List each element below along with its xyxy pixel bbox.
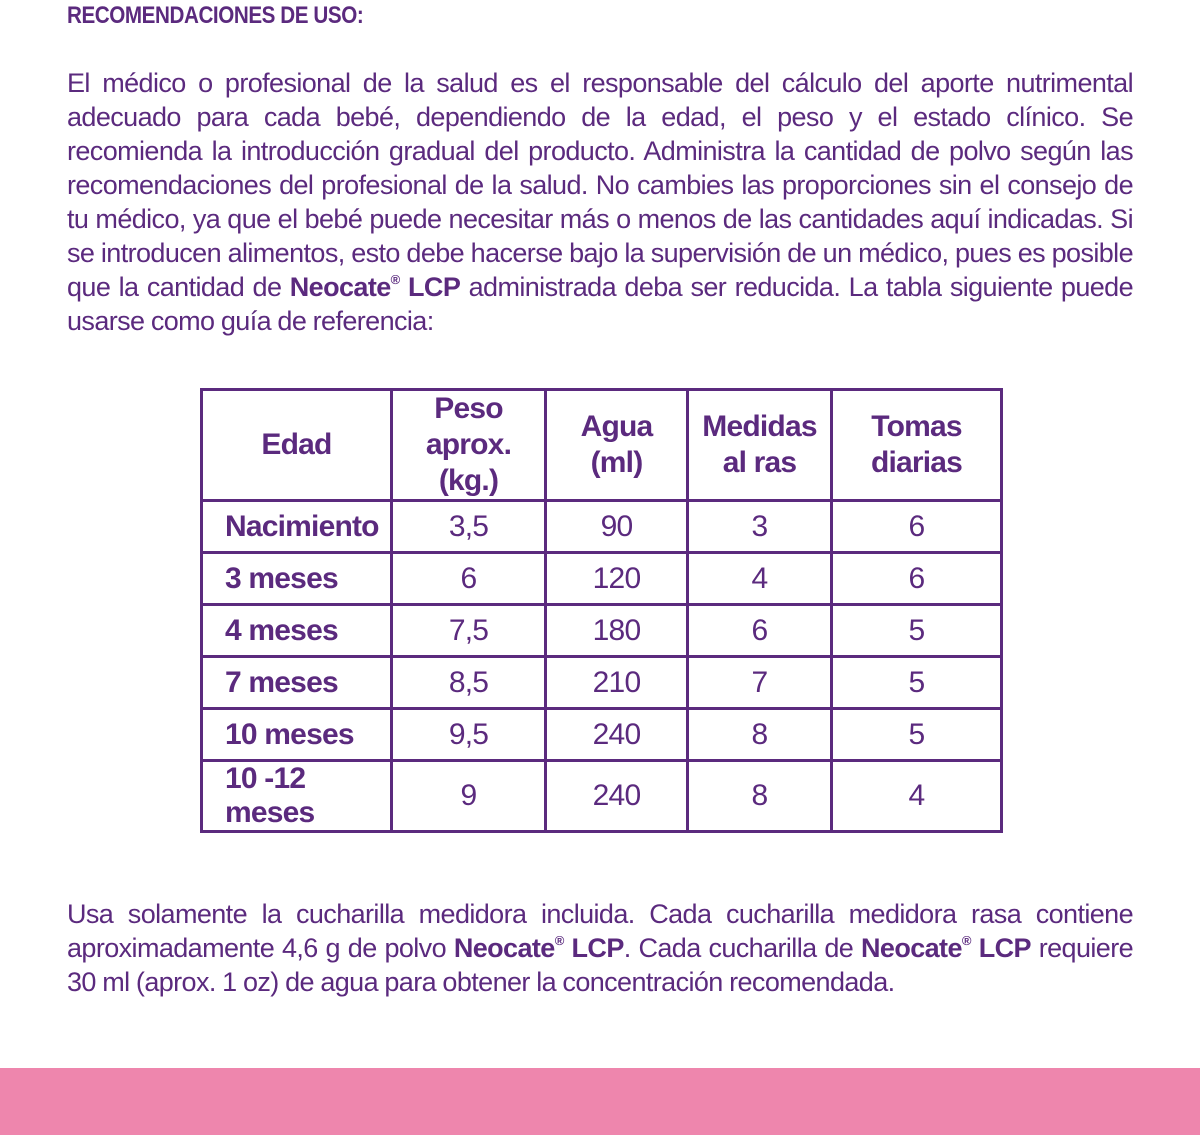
cell-water: 180 — [546, 605, 688, 657]
usage-recommendations-paragraph — [67, 66, 1133, 338]
cell-feedings: 4 — [832, 761, 1002, 832]
cell-feedings: 5 — [832, 605, 1002, 657]
registered-mark: ® — [554, 933, 564, 948]
note-text-part-3: requiere 30 ml (aprox. 1 oz) de agua para obtener la concentración recomendada. — [67, 933, 1134, 997]
cell-age: 7 meses — [202, 657, 392, 709]
cell-weight: 7,5 — [392, 605, 546, 657]
table-row — [202, 605, 1002, 657]
header-feedings — [832, 390, 1002, 501]
cell-water: 90 — [546, 501, 688, 553]
brand-name: Neocate® LCP — [289, 272, 461, 302]
cell-age: Nacimiento — [202, 501, 392, 553]
intro-text-part-2: administrada deba ser reducida. La tabla siguiente puede usarse como guía de referencia: — [67, 272, 1133, 336]
cell-weight: 6 — [392, 553, 546, 605]
header-age-line: Edad — [261, 428, 332, 461]
brand-name: Neocate® LCP — [861, 933, 1031, 963]
header-scoops-line: al ras — [722, 446, 797, 479]
header-scoops-line: Medidas — [702, 410, 817, 443]
table-row — [202, 709, 1002, 761]
cell-age: 4 meses — [202, 605, 392, 657]
cell-water: 120 — [546, 553, 688, 605]
brand-name: Neocate® LCP — [453, 933, 624, 963]
cell-age: 10 -12 meses — [202, 761, 392, 832]
cell-scoops: 3 — [688, 501, 832, 553]
dosage-table — [200, 388, 1003, 833]
cell-weight: 9,5 — [392, 709, 546, 761]
header-water — [546, 390, 688, 501]
note-text-part-1: Usa solamente la cucharilla medidora incluida. Cada cucharilla medidora rasa contiene aproximadamente 4,6 g de polvo — [67, 899, 1133, 963]
header-scoops — [688, 390, 832, 501]
header-water-line: Agua — [580, 410, 653, 443]
cell-water: 240 — [546, 761, 688, 832]
intro-text-part-1: El médico o profesional de la salud es el responsable del cálculo del aporte nutrimental adecuado para cada bebé, dependiendo de la edad, el peso y el estado clínico. Se recomienda la introducción gradual del producto. Administra la cantidad de polvo según las recomendaciones del profesional de la salud. No cambies las proporciones sin el consejo de tu médico, ya que el bebé puede necesitar más o menos de las cantidades aquí indicadas. Si se introducen alimentos, esto debe hacerse bajo la supervisión de un médico, pues es posible que la cantidad de — [67, 68, 1133, 302]
table-header-row — [202, 390, 1002, 501]
note-text-part-2: . Cada cucharilla de — [623, 933, 862, 963]
header-feedings-line: diarias — [870, 446, 963, 479]
cell-feedings: 5 — [832, 709, 1002, 761]
measuring-spoon-note — [67, 897, 1133, 999]
cell-water: 210 — [546, 657, 688, 709]
cell-scoops: 8 — [688, 709, 832, 761]
header-age — [202, 390, 392, 501]
header-weight — [392, 390, 546, 501]
table-row — [202, 553, 1002, 605]
cell-age: 3 meses — [202, 553, 392, 605]
cell-feedings: 6 — [832, 553, 1002, 605]
header-water-line: (ml) — [590, 446, 643, 479]
cell-weight: 3,5 — [392, 501, 546, 553]
header-feedings-line: Tomas — [871, 410, 962, 443]
cell-scoops: 6 — [688, 605, 832, 657]
cell-weight: 9 — [392, 761, 546, 832]
cell-feedings: 6 — [832, 501, 1002, 553]
header-weight-line: Peso aprox. — [425, 392, 512, 461]
table-row — [202, 501, 1002, 553]
cell-weight: 8,5 — [392, 657, 546, 709]
cell-scoops: 8 — [688, 761, 832, 832]
cell-feedings: 5 — [832, 657, 1002, 709]
header-weight-line: (kg.) — [438, 464, 499, 497]
cell-age: 10 meses — [202, 709, 392, 761]
table-row — [202, 657, 1002, 709]
registered-mark: ® — [961, 933, 971, 948]
cell-scoops: 4 — [688, 553, 832, 605]
decorative-pink-band — [0, 1068, 1200, 1135]
registered-mark: ® — [390, 272, 400, 287]
table-row — [202, 761, 1002, 832]
section-heading: RECOMENDACIONES DE USO: — [67, 2, 364, 29]
cell-water: 240 — [546, 709, 688, 761]
cell-scoops: 7 — [688, 657, 832, 709]
